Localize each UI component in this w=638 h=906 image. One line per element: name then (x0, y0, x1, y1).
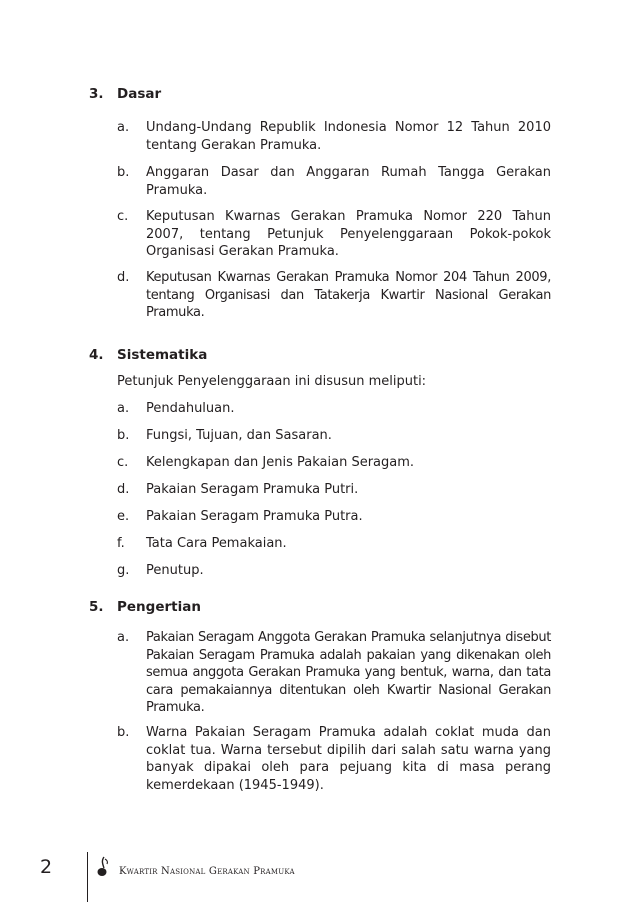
list-marker: a. (117, 401, 130, 416)
footer-divider (87, 852, 88, 902)
page-number: 2 (40, 856, 53, 878)
list-marker: d. (117, 482, 130, 497)
list-marker: d. (117, 270, 130, 285)
list-marker: b. (117, 428, 130, 443)
section-intro: Petunjuk Penyelenggaraan ini disusun meliputi: (117, 374, 427, 389)
list-marker: a. (117, 630, 130, 645)
section-number: 5. (89, 599, 104, 615)
section-title: Sistematika (117, 347, 208, 363)
list-text: Kelengkapan dan Jenis Pakaian Seragam. (146, 455, 415, 470)
publisher-name: Kwartir Nasional Gerakan Pramuka (119, 866, 295, 877)
list-marker: g. (117, 563, 130, 578)
section-title: Dasar (117, 86, 162, 102)
list-marker: c. (117, 455, 129, 470)
list-marker: e. (117, 509, 130, 524)
list-text: Keputusan Kwarnas Gerakan Pramuka Nomor 220 Tahun 2007, tentang Petunjuk Penyelenggaraan Pokok-pokok Organisasi Gerakan Pramuka. (146, 209, 551, 259)
list-text: Warna Pakaian Seragam Pramuka adalah coklat muda dan coklat tua. Warna tersebut dipilih dari salah satu warna yang banyak dipakai oleh para pejuang kita di masa perang kemerdekaan (1945-1949). (146, 725, 551, 793)
list-text: Undang-Undang Republik Indonesia Nomor 12 Tahun 2010 tentang Gerakan Pramuka. (146, 120, 551, 153)
list-text: Anggaran Dasar dan Anggaran Rumah Tangga Gerakan Pramuka. (146, 165, 551, 198)
section-title: Pengertian (117, 599, 201, 615)
list-text: Tata Cara Pemakaian. (146, 536, 287, 551)
list-text: Pakaian Seragam Pramuka Putra. (146, 509, 363, 524)
list-marker: b. (117, 165, 130, 180)
list-text: Fungsi, Tujuan, dan Sasaran. (146, 428, 332, 443)
list-marker: b. (117, 725, 130, 740)
section-number: 3. (89, 86, 104, 102)
list-marker: f. (117, 536, 125, 551)
list-text: Pendahuluan. (146, 401, 235, 416)
list-text: Keputusan Kwarnas Gerakan Pramuka Nomor 204 Tahun 2009, tentang Organisasi dan Tatakerja Kwartir Nasional Gerakan Pramuka. (146, 270, 551, 320)
list-text: Pakaian Seragam Pramuka Putri. (146, 482, 359, 497)
list-text: Penutup. (146, 563, 204, 578)
section-number: 4. (89, 347, 104, 363)
list-text: Pakaian Seragam Anggota Gerakan Pramuka selanjutnya disebut Pakaian Seragam Pramuka adalah pakaian yang dikenakan oleh semua anggota Gerakan Pramuka yang bentuk, warna, dan tata cara pemakaiannya ditentukan oleh Kwartir Nasional Gerakan Pramuka. (146, 630, 551, 715)
list-marker: a. (117, 120, 130, 135)
tunas-kelapa-icon (96, 856, 110, 878)
list-marker: c. (117, 209, 129, 224)
